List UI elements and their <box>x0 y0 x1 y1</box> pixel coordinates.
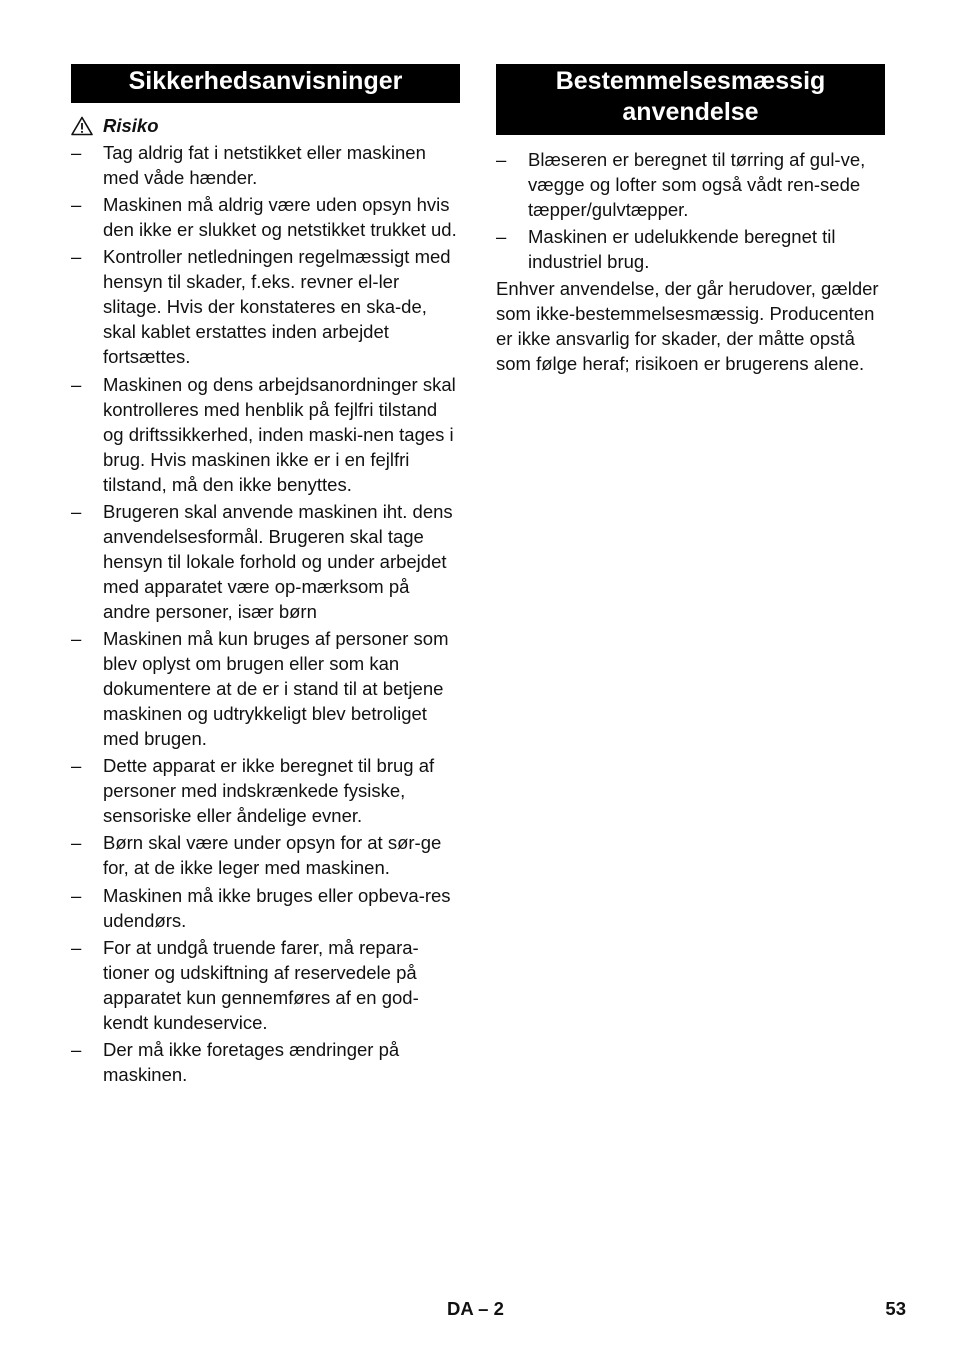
warning-triangle-icon <box>71 116 93 136</box>
list-item <box>71 1037 460 1087</box>
list-item-text: Maskinen må aldrig være uden opsyn hvis den ikke er slukket og netstikket trukket ud. <box>103 194 457 241</box>
list-item <box>71 830 460 880</box>
list-item-text: Tag aldrig fat i netstikket eller maskinen med våde hænder. <box>103 142 426 188</box>
right-column <box>496 64 885 376</box>
list-item-text: Børn skal være under opsyn for at sør-ge for, at de ikke leger med maskinen. <box>103 832 442 879</box>
list-item-text: Der må ikke foretages ændringer på maskinen. <box>103 1038 400 1085</box>
dash-marker: – <box>71 936 82 958</box>
list-item-text: Maskinen må ikke bruges eller opbeva-res udendørs. <box>103 884 451 931</box>
list-item <box>71 244 460 369</box>
dash-marker: – <box>71 373 82 395</box>
section-heading-intended-use: Bestemmelsesmæssig anvendelse <box>496 64 885 135</box>
dash-marker: – <box>71 500 82 522</box>
list-item <box>496 147 885 222</box>
dash-marker: – <box>71 884 82 906</box>
warning-label: Risiko <box>103 115 159 136</box>
section-heading-safety: Sikkerhedsanvisninger <box>71 64 460 103</box>
list-item <box>71 499 460 624</box>
list-item <box>71 935 460 1035</box>
dash-marker: – <box>71 755 82 777</box>
dash-marker: – <box>71 627 82 649</box>
intended-use-list <box>496 147 885 274</box>
list-item <box>71 192 460 242</box>
list-item <box>71 372 460 497</box>
footer-section-label: DA – 2 <box>447 1298 504 1319</box>
intended-use-paragraph: Enhver anvendelse, der går herudover, gælder som ikke-bestemmelsesmæssig. Producenten er ikke ansvarlig for skader, der måtte opstå som følge heraf; risikoen er brugerens alene. <box>496 278 879 375</box>
dash-marker: – <box>71 832 82 854</box>
list-item-text: Brugeren skal anvende maskinen iht. dens anvendelsesformål. Brugeren skal tage hensyn til lokale forhold og under arbejdet med apparatet være op-mærksom på andre personer, især børn <box>103 500 453 622</box>
list-item-text: For at undgå truende farer, må repara-tioner og udskiftning af reservedele på apparatet kun gennemføres af en god-kendt kundeservice. <box>103 936 419 1033</box>
list-item-text: Maskinen må kun bruges af personer som blev oplyst om brugen eller som kan dokumentere at de er i stand til at betjene maskinen og udtrykkeligt blev betroliget med brugen. <box>103 627 449 749</box>
dash-marker: – <box>496 149 507 170</box>
list-item-text: Kontroller netledningen regelmæssigt med hensyn til skader, f.eks. revner el-ler slitage. Hvis der konstateres en ska-de, skal kablet erstattes inden arbejdet fortsættes. <box>103 246 451 368</box>
page-number: 53 <box>885 1298 906 1319</box>
list-item <box>71 883 460 933</box>
warning-line <box>71 114 460 138</box>
dash-marker: – <box>71 1038 82 1060</box>
list-item <box>71 140 460 190</box>
safety-list <box>71 140 460 1087</box>
list-item-text: Dette apparat er ikke beregnet til brug af personer med indskrænkede fysiske, sensoriske eller åndelige evner. <box>103 755 435 827</box>
list-item <box>496 224 885 274</box>
dash-marker: – <box>496 226 507 248</box>
dash-marker: – <box>71 194 82 216</box>
dash-marker: – <box>71 142 82 163</box>
list-item-text: Maskinen og dens arbejdsanordninger skal kontrolleres med henblik på fejlfri tilstand og driftssikkerhed, inden maski-nen tages i brug. Hvis maskinen ikke er i en fejlfri tilstand, må den ikke benyttes. <box>103 373 456 495</box>
list-item-text: Blæseren er beregnet til tørring af gul-ve, vægge og lofter som også vådt ren-sede tæpper/gulvtæpper. <box>528 149 866 220</box>
left-column <box>71 64 460 1089</box>
list-item <box>71 753 460 828</box>
list-item <box>71 626 460 751</box>
list-item-text: Maskinen er udelukkende beregnet til industriel brug. <box>528 226 836 273</box>
dash-marker: – <box>71 246 82 268</box>
